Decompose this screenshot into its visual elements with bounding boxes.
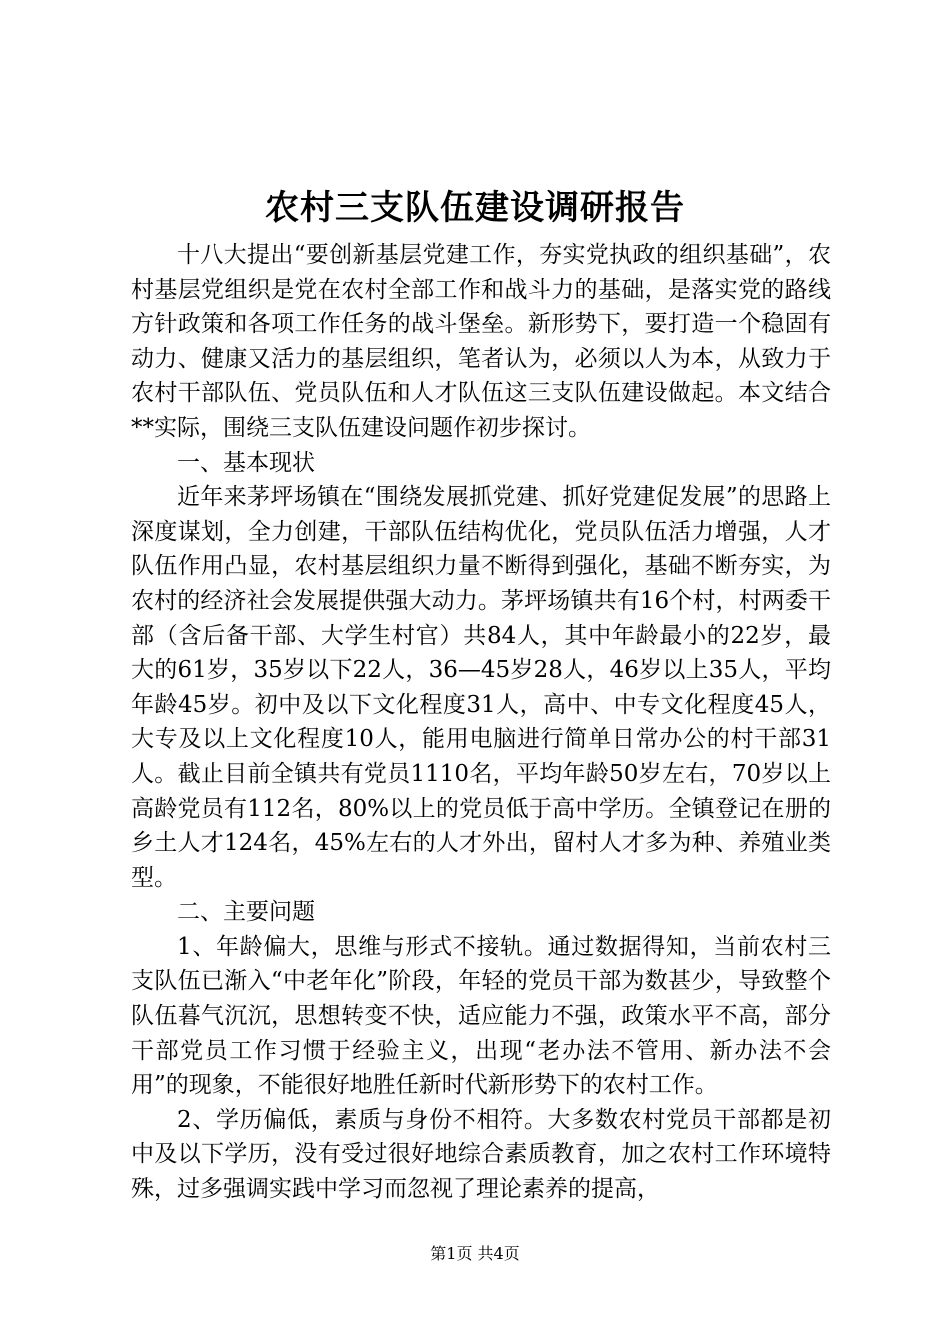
paragraph-intro: 十八大提出“要创新基层党建工作，夯实党执政的组织基础”，农村基层党组织是党在农村全部工作和战斗力的基础，是落实党的路线方针政策和各项工作任务的战斗堡垒。新形势下，要打造一个稳固有动力、健康又活力的基层组织，笔者认为，必须以人为本，从致力于农村干部队伍、党员队伍和人才队伍这三支队伍建设做起。本文结合**实际，围绕三支队伍建设问题作初步探讨。: [131, 242, 831, 441]
paragraph-problem-age: 1、年龄偏大，思维与形式不接轨。通过数据得知，当前农村三支队伍已渐入“中老年化”阶段，年轻的党员干部为数甚少，导致整个队伍暮气沉沉，思想转变不快，适应能力不强，政策水平不高，部分干部党员工作习惯于经验主义，出现“老办法不管用、新办法不会用”的现象，不能很好地胜任新时代新形势下的农村工作。: [131, 933, 831, 1099]
section-heading-problems: 二、主要问题: [177, 899, 315, 926]
paragraph-problem-education: 2、学历偏低，素质与身份不相符。大多数农村党员干部都是初中及以下学历，没有受过很好地综合素质教育，加之农村工作环境特殊，过多强调实践中学习而忽视了理论素养的提高，: [131, 1106, 831, 1203]
paragraph-status: 近年来茅坪场镇在“围绕发展抓党建、抓好党建促发展”的思路上深度谋划，全力创建，干部队伍结构优化，党员队伍活力增强，人才队伍作用凸显，农村基层组织力量不断得到强化，基础不断夯实，为农村的经济社会发展提供强大动力。茅坪场镇共有16个村，村两委干部（含后备干部、大学生村官）共84人，其中年龄最小的22岁，最大的61岁，35岁以下22人，36—45岁28人，46岁以上35人，平均年龄45岁。初中及以下文化程度31人，高中、中专文化程度45人，大专及以上文化程度10人，能用电脑进行简单日常办公的村干部31人。截止目前全镇共有党员1110名，平均年龄50岁左右，70岁以上高龄党员有112名，80%以上的党员低于高中学历。全镇登记在册的乡土人才124名，45%左右的人才外出，留村人才多为种、养殖业类型。: [131, 484, 831, 891]
section-heading-status: 一、基本现状: [177, 449, 315, 476]
document-body: [131, 238, 831, 1207]
page-footer: 第1页 共4页: [430, 1244, 520, 1263]
document-title: 农村三支队伍建设调研报告: [265, 188, 685, 228]
